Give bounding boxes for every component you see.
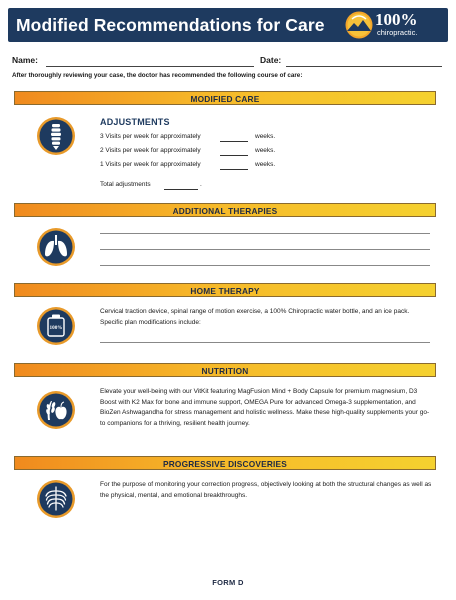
section-title: MODIFIED CARE bbox=[190, 93, 260, 104]
weeks-suffix: weeks. bbox=[255, 133, 276, 140]
visit-label: 2 Visits per week for approximately bbox=[100, 147, 201, 154]
water-bottle-icon bbox=[36, 306, 76, 346]
progressive-discoveries-text: For the purpose of monitoring your correction progress, objectively looking at both the structural changes as well as the physical, mental, and emotional breakthroughs. bbox=[100, 481, 432, 499]
weeks-suffix: weeks. bbox=[255, 147, 276, 154]
page-header bbox=[8, 8, 448, 42]
spine-icon bbox=[36, 116, 76, 156]
weeks-field[interactable] bbox=[220, 169, 248, 170]
weeks-suffix: weeks. bbox=[255, 161, 276, 168]
logo-wordmark: 100% bbox=[375, 10, 418, 29]
date-label: Date: bbox=[260, 55, 282, 65]
section-title: NUTRITION bbox=[201, 365, 249, 376]
adjustments-heading: ADJUSTMENTS bbox=[100, 117, 170, 127]
section-title: HOME THERAPY bbox=[190, 285, 260, 296]
visit-row bbox=[100, 147, 201, 154]
visit-row bbox=[100, 161, 201, 168]
logo-tagline: chiropractic. bbox=[377, 28, 418, 37]
section-title: PROGRESSIVE DISCOVERIES bbox=[162, 458, 287, 469]
name-label: Name: bbox=[12, 55, 38, 65]
bottle-label: 100% bbox=[49, 325, 63, 331]
total-adjustments-field[interactable] bbox=[164, 189, 198, 190]
therapy-line[interactable] bbox=[100, 233, 430, 234]
weeks-field[interactable] bbox=[220, 155, 248, 156]
lungs-icon bbox=[36, 227, 76, 267]
form-label: FORM D bbox=[212, 578, 244, 587]
home-therapy-text: Cervical traction device, spinal range of motion exercise, a 100% Chiropractic water bottle, and an ice pack. Specific plan modifications include: bbox=[100, 308, 410, 326]
ribcage-icon bbox=[36, 479, 76, 519]
section-bar-modified-care bbox=[14, 91, 436, 105]
total-suffix: . bbox=[200, 181, 202, 188]
name-field[interactable] bbox=[46, 66, 254, 67]
sun-mountain-logo-icon bbox=[344, 10, 374, 40]
visit-row bbox=[100, 133, 201, 140]
date-field[interactable] bbox=[286, 66, 442, 67]
intro-text: After thoroughly reviewing your case, the doctor has recommended the following course of care: bbox=[12, 72, 303, 79]
section-bar-progressive-discoveries bbox=[14, 456, 436, 470]
visit-label: 3 Visits per week for approximately bbox=[100, 133, 201, 140]
therapy-line[interactable] bbox=[100, 265, 430, 266]
nutrition-text: Elevate your well-being with our VitKit featuring MagFusion Mind + Body Capsule for premium magnesium, D3 Boost with K2 Max for bone and immune support, OMEGA Pure for advanced Omega-3 supplementation, and BioZen Ashwagandha for stress management and holistic wellness. Make these high-quality supplements your go-to companions for a thriving, resilient health journey. bbox=[100, 388, 430, 427]
section-title: ADDITIONAL THERAPIES bbox=[172, 205, 278, 216]
visit-label: 1 Visits per week for approximately bbox=[100, 161, 201, 168]
weeks-field[interactable] bbox=[220, 141, 248, 142]
section-bar-nutrition bbox=[14, 363, 436, 377]
page-title: Modified Recommendations for Care bbox=[16, 15, 325, 35]
home-modifications-line[interactable] bbox=[100, 342, 430, 343]
name-date-row bbox=[12, 55, 442, 69]
brand-logo bbox=[344, 10, 446, 40]
section-bar-home-therapy bbox=[14, 283, 436, 297]
section-bar-additional-therapies bbox=[14, 203, 436, 217]
therapy-line[interactable] bbox=[100, 249, 430, 250]
total-label: Total adjustments bbox=[100, 181, 151, 188]
nutrition-apple-wheat-icon bbox=[36, 390, 76, 430]
